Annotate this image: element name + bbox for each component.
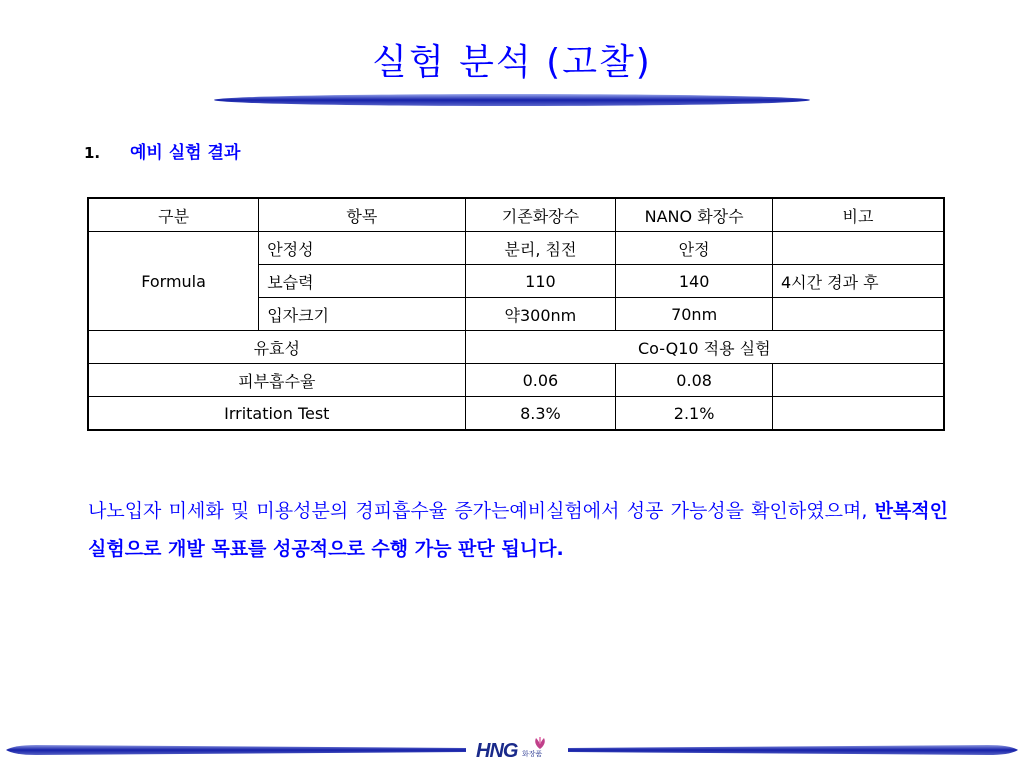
conclusion-text <box>88 492 948 568</box>
row-existing: 110 <box>465 265 616 298</box>
absorption-note <box>772 364 944 397</box>
row-item: 입자크기 <box>259 298 465 331</box>
title-divider <box>214 92 810 108</box>
row-nano: 안정 <box>616 232 773 265</box>
row-existing: 약300nm <box>465 298 616 331</box>
table-header-row <box>88 198 944 232</box>
irritation-existing: 8.3% <box>465 397 616 431</box>
header-item: 항목 <box>259 198 465 232</box>
row-note <box>772 232 944 265</box>
row-note <box>772 298 944 331</box>
table-row <box>88 331 944 364</box>
row-nano: 70nm <box>616 298 773 331</box>
hng-logo <box>476 736 562 764</box>
absorption-nano: 0.08 <box>616 364 773 397</box>
efficacy-value: Co-Q10 적용 실험 <box>465 331 944 364</box>
irritation-label: Irritation Test <box>88 397 465 431</box>
slide-title: 실험 분석 (고찰) <box>372 42 652 83</box>
formula-group-cell: Formula <box>88 232 259 331</box>
header-existing: 기존화장수 <box>465 198 616 232</box>
flower-icon <box>532 736 548 750</box>
logo-text: HNG <box>476 740 518 762</box>
table-row <box>88 232 944 265</box>
footer-rule-left <box>6 744 466 756</box>
row-nano: 140 <box>616 265 773 298</box>
row-note: 4시간 경과 후 <box>772 265 944 298</box>
header-note: 비고 <box>772 198 944 232</box>
header-category: 구분 <box>88 198 259 232</box>
header-nano: NANO 화장수 <box>616 198 773 232</box>
absorption-label: 피부흡수율 <box>88 364 465 397</box>
row-existing: 분리, 침전 <box>465 232 616 265</box>
section-title: 예비 실험 결과 <box>130 143 241 163</box>
irritation-nano: 2.1% <box>616 397 773 431</box>
table-row <box>88 364 944 397</box>
conclusion-normal: 나노입자 미세화 및 미용성분의 경피흡수율 증가는예비실험에서 성공 가능성을 확인하였으며, <box>88 500 875 522</box>
row-item: 안정성 <box>259 232 465 265</box>
footer-rule-right <box>568 744 1018 756</box>
section-number: 1. <box>84 144 101 162</box>
efficacy-label: 유효성 <box>88 331 465 364</box>
irritation-note <box>772 397 944 431</box>
section-heading <box>84 138 240 163</box>
logo-subtext: 화장품 <box>522 750 543 758</box>
conclusion-bold: 반복적인 실험으로 개발 목표를 성공적으로 수행 가능 판단 됩니다. <box>88 500 948 560</box>
row-item: 보습력 <box>259 265 465 298</box>
results-table <box>87 197 945 431</box>
absorption-existing: 0.06 <box>465 364 616 397</box>
table-row <box>88 397 944 431</box>
